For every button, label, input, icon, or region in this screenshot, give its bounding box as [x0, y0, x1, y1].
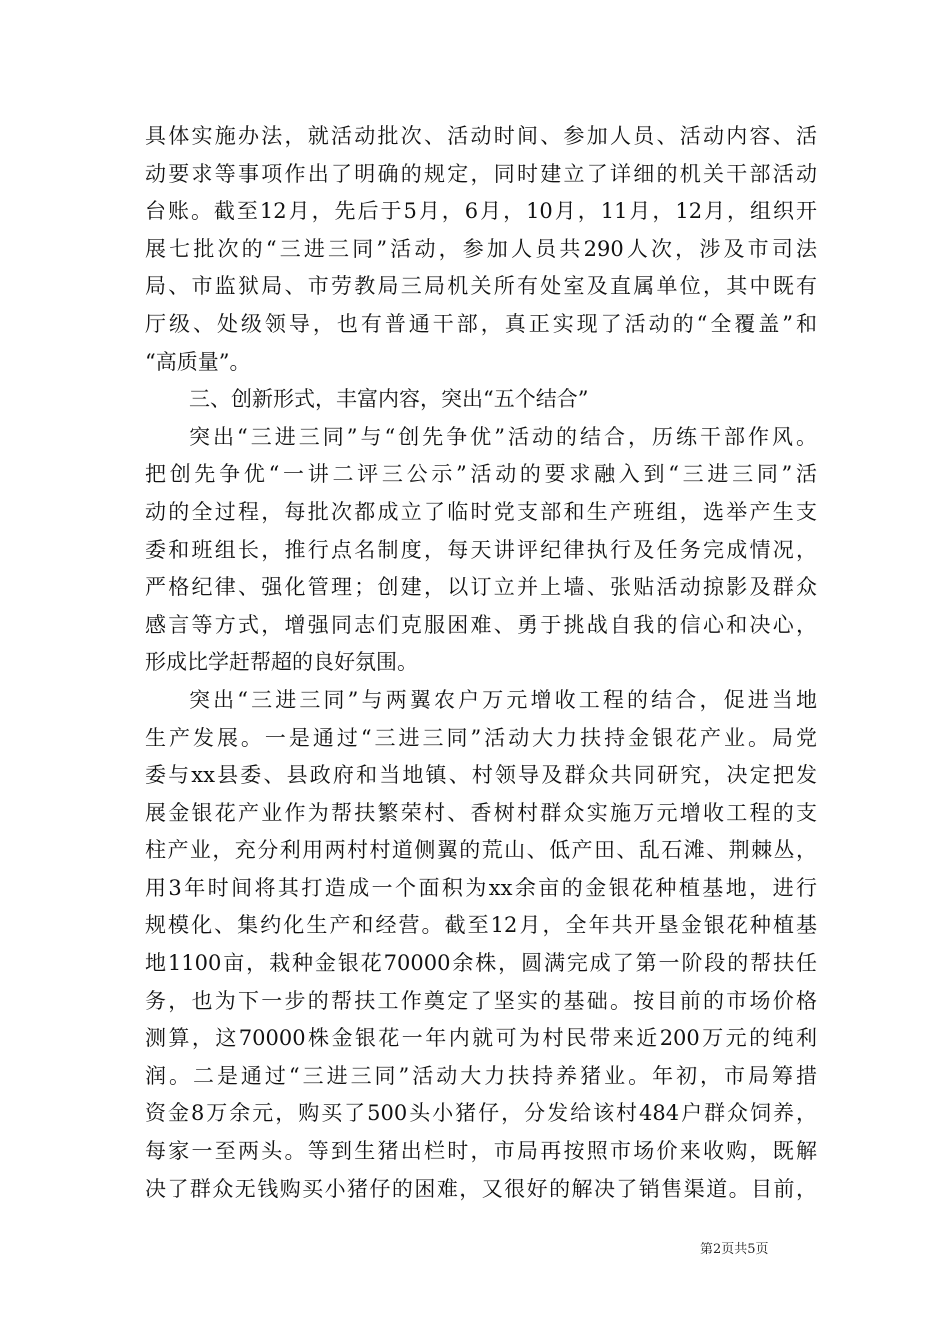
text-line: 把创先争优“一讲二评三公示”活动的要求融入到“三进三同”活	[145, 462, 817, 487]
text-line: 展七批次的“三进三同”活动，参加人员共290人次，涉及市司法	[145, 236, 817, 261]
paragraph-first-line: 突出“三进三同”与“创先争优”活动的结合，历练干部作风。	[189, 424, 817, 449]
text-line: 决了群众无钱购买小猪仔的困难，又很好的解决了销售渠道。目前，	[145, 1176, 817, 1201]
text-line: 润。二是通过“三进三同”活动大力扶持养猪业。年初，市局筹措	[145, 1063, 817, 1088]
text-line: 具体实施办法，就活动批次、活动时间、参加人员、活动内容、活	[145, 124, 817, 148]
text-line: 严格纪律、强化管理；创建，以订立并上墙、张贴活动掠影及群众	[145, 575, 817, 600]
text-line: 务，也为下一步的帮扶工作奠定了坚实的基础。按目前的市场价格	[145, 988, 817, 1013]
paragraph-last-line: 形成比学赶帮超的良好氛围。	[145, 650, 418, 675]
text-line: 厅级、处级领导，也有普通干部，真正实现了活动的“全覆盖”和	[145, 311, 817, 336]
paragraph-last-line: “高质量”。	[145, 349, 251, 374]
text-line: 动的全过程，每批次都成立了临时党支部和生产班组，选举产生支	[145, 499, 817, 524]
text-line: 规模化、集约化生产和经营。截至12月，全年共开垦金银花种植基	[145, 913, 817, 938]
text-line: 局、市监狱局、市劳教局三局机关所有处室及直属单位，其中既有	[145, 274, 817, 299]
document-body	[145, 118, 817, 1208]
text-line: 动要求等事项作出了明确的规定，同时建立了详细的机关干部活动	[145, 161, 817, 186]
paragraph-first-line: 突出“三进三同”与两翼农户万元增收工程的结合，促进当地	[189, 687, 817, 712]
text-line: 测算，这70000株金银花一年内就可为村民带来近200万元的纯利	[145, 1026, 817, 1051]
text-line: 地1100亩，栽种金银花70000余株，圆满完成了第一阶段的帮扶任	[145, 951, 817, 976]
text-line: 台账。截至12月，先后于5月，6月，10月，11月，12月，组织开	[145, 199, 817, 224]
text-line: 委与xx县委、县政府和当地镇、村领导及群众共同研究，决定把发	[145, 763, 817, 788]
text-line: 生产发展。一是通过“三进三同”活动大力扶持金银花产业。局党	[145, 725, 817, 750]
text-line: 柱产业，充分利用两村村道侧翼的荒山、低产田、乱石滩、荆棘丛，	[145, 838, 817, 863]
text-line: 每家一至两头。等到生猪出栏时，市局再按照市场价来收购，既解	[145, 1139, 817, 1164]
text-line: 感言等方式，增强同志们克服困难、勇于挑战自我的信心和决心，	[145, 612, 817, 637]
text-line: 展金银花产业作为帮扶繁荣村、香树村群众实施万元增收工程的支	[145, 800, 817, 825]
section-heading: 三、创新形式，丰富内容，突出“五个结合”	[189, 387, 589, 412]
text-line: 资金8万余元，购买了500头小猪仔，分发给该村484户群众饲养，	[145, 1101, 817, 1126]
page-number: 第2页共5页	[700, 1242, 769, 1257]
text-line: 委和班组长，推行点名制度，每天讲评纪律执行及任务完成情况，	[145, 537, 817, 562]
text-line: 用3年时间将其打造成一个面积为xx余亩的金银花种植基地，进行	[145, 875, 817, 900]
